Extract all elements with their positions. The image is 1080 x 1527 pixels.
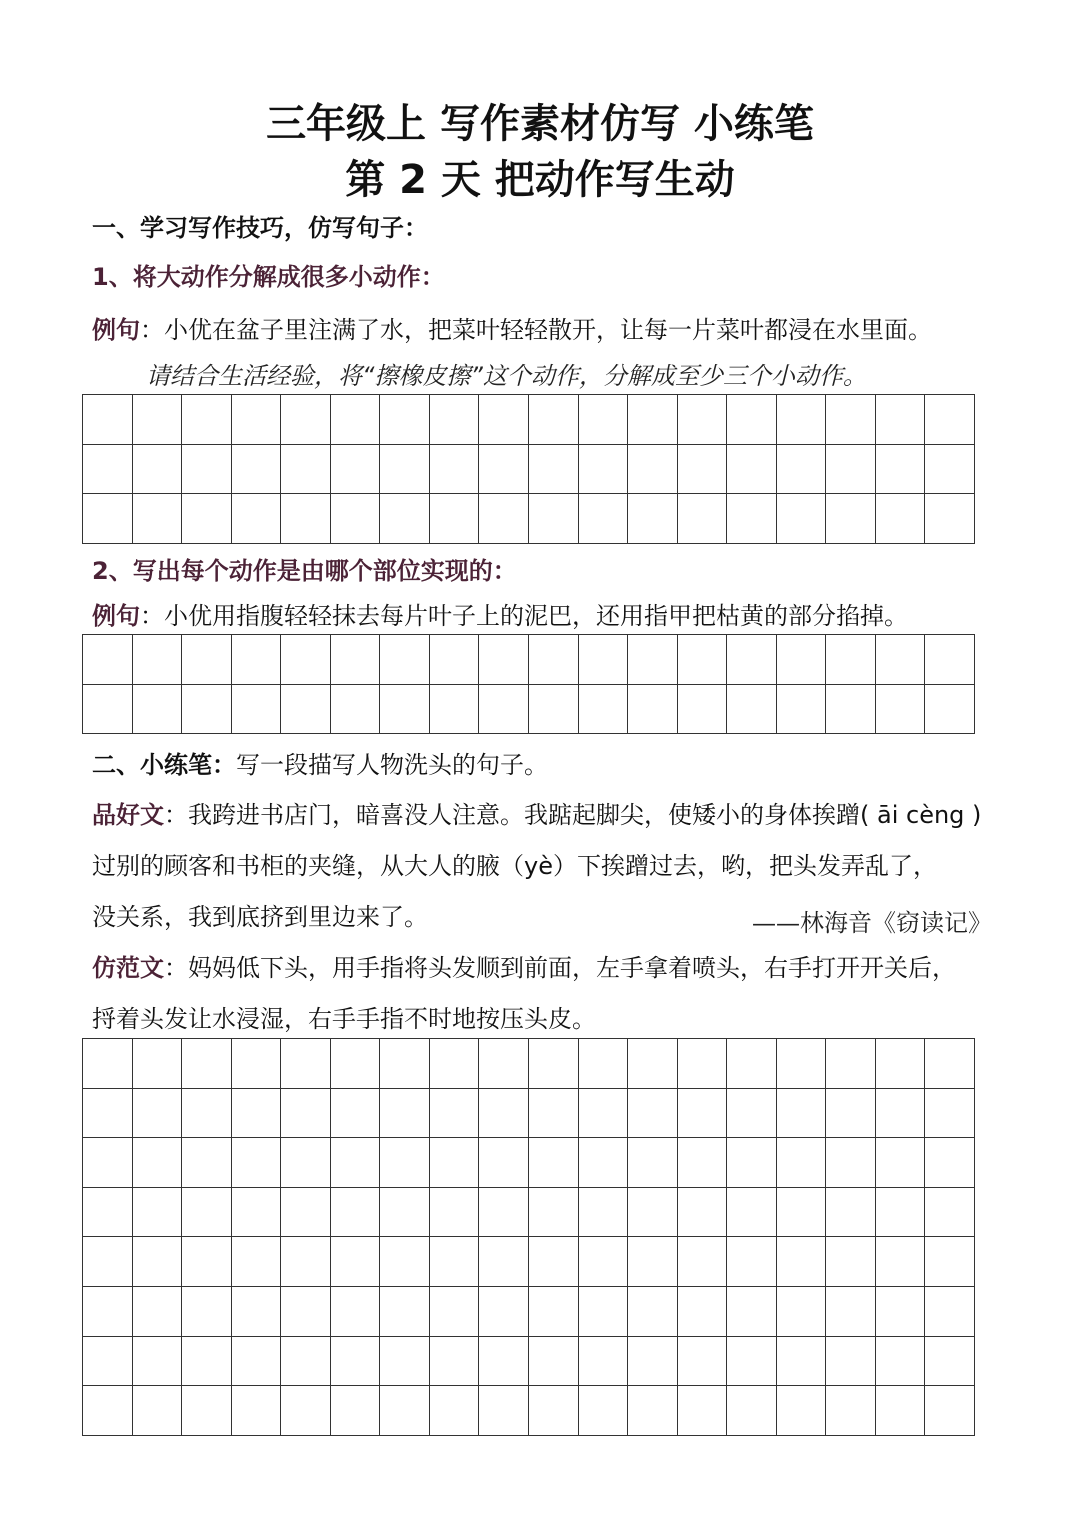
good-text-content: ：我跨进书店门，暗喜没人注意。我踮起脚尖，使矮小的身体挨蹭( āi cèng ) <box>164 801 982 829</box>
grid-cell[interactable] <box>331 1237 381 1287</box>
grid-cell[interactable] <box>876 445 926 495</box>
good-text-line2: 过别的顾客和书柜的夹缝，从大人的腋（yè）下挨蹭过去，哟，把头发弄乱了， <box>92 852 937 880</box>
grid-cell[interactable] <box>232 1138 282 1188</box>
grid-cell[interactable] <box>430 1138 480 1188</box>
grid-cell[interactable] <box>678 635 728 685</box>
grid-cell[interactable] <box>925 1287 975 1337</box>
grid-cell[interactable] <box>479 685 529 735</box>
grid-cell[interactable] <box>83 1386 133 1436</box>
grid-cell[interactable] <box>925 445 975 495</box>
grid-cell[interactable] <box>628 1138 678 1188</box>
grid-cell[interactable] <box>182 635 232 685</box>
grid-cell[interactable] <box>83 1188 133 1238</box>
grid-cell[interactable] <box>826 1039 876 1089</box>
grid-cell[interactable] <box>380 395 430 445</box>
grid-cell[interactable] <box>925 494 975 544</box>
grid-cell[interactable] <box>331 1138 381 1188</box>
grid-cell[interactable] <box>380 685 430 735</box>
page-subtitle: 第 2 天 把动作写生动 <box>345 157 735 203</box>
grid-cell[interactable] <box>579 1039 629 1089</box>
page-title: 三年级上 写作素材仿写 小练笔 <box>266 101 814 147</box>
grid-cell[interactable] <box>876 1138 926 1188</box>
grid-cell[interactable] <box>727 1386 777 1436</box>
grid-cell[interactable] <box>826 1138 876 1188</box>
grid-cell[interactable] <box>430 395 480 445</box>
grid-cell[interactable] <box>83 494 133 544</box>
grid-cell[interactable] <box>83 445 133 495</box>
grid-cell[interactable] <box>777 1287 827 1337</box>
grid-cell[interactable] <box>232 1337 282 1387</box>
grid-cell[interactable] <box>529 685 579 735</box>
grid-cell[interactable] <box>331 494 381 544</box>
grid-cell[interactable] <box>83 1237 133 1287</box>
grid-cell[interactable] <box>133 1287 183 1337</box>
grid-cell[interactable] <box>380 1386 430 1436</box>
grid-cell[interactable] <box>826 1386 876 1436</box>
grid-cell[interactable] <box>133 1337 183 1387</box>
grid-cell[interactable] <box>281 1089 331 1139</box>
grid-cell[interactable] <box>628 1337 678 1387</box>
grid-cell[interactable] <box>678 395 728 445</box>
grid-cell[interactable] <box>331 1337 381 1387</box>
grid-cell[interactable] <box>479 1287 529 1337</box>
grid-cell[interactable] <box>826 1089 876 1139</box>
grid-cell[interactable] <box>579 1337 629 1387</box>
grid-cell[interactable] <box>430 1287 480 1337</box>
grid-cell[interactable] <box>678 1039 728 1089</box>
grid-cell[interactable] <box>925 685 975 735</box>
model-text-label: 仿范文 <box>92 954 164 982</box>
grid-cell[interactable] <box>925 1237 975 1287</box>
grid-cell[interactable] <box>281 635 331 685</box>
grid-cell[interactable] <box>628 1089 678 1139</box>
grid-cell[interactable] <box>232 1287 282 1337</box>
grid-cell[interactable] <box>83 1138 133 1188</box>
grid-cell[interactable] <box>232 1386 282 1436</box>
grid-cell[interactable] <box>678 685 728 735</box>
grid-cell[interactable] <box>380 1089 430 1139</box>
grid-cell[interactable] <box>479 1188 529 1238</box>
sub1-heading: 1、将大动作分解成很多小动作： <box>92 263 445 291</box>
grid-cell[interactable] <box>182 445 232 495</box>
grid-cell[interactable] <box>678 1089 728 1139</box>
grid-cell[interactable] <box>133 445 183 495</box>
grid-cell[interactable] <box>281 445 331 495</box>
grid-cell[interactable] <box>83 1337 133 1387</box>
grid-cell[interactable] <box>876 1237 926 1287</box>
grid-cell[interactable] <box>479 1138 529 1188</box>
grid-cell[interactable] <box>678 1188 728 1238</box>
model-text-line1 <box>92 956 956 980</box>
grid-cell[interactable] <box>133 1089 183 1139</box>
grid-cell[interactable] <box>727 395 777 445</box>
grid-cell[interactable] <box>876 1188 926 1238</box>
grid-cell[interactable] <box>133 1188 183 1238</box>
example-label: 例句 <box>92 602 140 630</box>
grid-cell[interactable] <box>579 1287 629 1337</box>
grid-cell[interactable] <box>727 1188 777 1238</box>
grid-cell[interactable] <box>628 1386 678 1436</box>
section2-heading <box>92 753 548 777</box>
grid-cell[interactable] <box>678 1237 728 1287</box>
grid-cell[interactable] <box>777 445 827 495</box>
grid-cell[interactable] <box>529 1138 579 1188</box>
grid-cell[interactable] <box>826 1287 876 1337</box>
grid-cell[interactable] <box>579 395 629 445</box>
grid-cell[interactable] <box>529 1337 579 1387</box>
grid-cell[interactable] <box>529 1188 579 1238</box>
grid-cell[interactable] <box>331 445 381 495</box>
grid-cell[interactable] <box>331 395 381 445</box>
grid-cell[interactable] <box>133 685 183 735</box>
sub2-example <box>92 604 908 628</box>
grid-cell[interactable] <box>876 1337 926 1387</box>
grid-cell[interactable] <box>331 1287 381 1337</box>
grid-cell[interactable] <box>777 1386 827 1436</box>
grid-cell[interactable] <box>281 685 331 735</box>
grid-cell[interactable] <box>281 1237 331 1287</box>
section2-title: 二、小练笔： <box>92 751 236 779</box>
grid-cell[interactable] <box>430 635 480 685</box>
grid-cell[interactable] <box>430 1386 480 1436</box>
grid-cell[interactable] <box>430 1039 480 1089</box>
grid-cell[interactable] <box>876 395 926 445</box>
grid-cell[interactable] <box>628 685 678 735</box>
grid-cell[interactable] <box>430 494 480 544</box>
grid-cell[interactable] <box>727 685 777 735</box>
grid-cell[interactable] <box>876 1287 926 1337</box>
grid-cell[interactable] <box>826 445 876 495</box>
grid-cell[interactable] <box>727 1138 777 1188</box>
grid-cell[interactable] <box>826 635 876 685</box>
grid-cell[interactable] <box>232 445 282 495</box>
grid-cell[interactable] <box>182 1386 232 1436</box>
grid-cell[interactable] <box>777 1237 827 1287</box>
grid-cell[interactable] <box>182 1337 232 1387</box>
grid-cell[interactable] <box>529 395 579 445</box>
grid-cell[interactable] <box>777 1337 827 1387</box>
grid-cell[interactable] <box>529 494 579 544</box>
grid-cell[interactable] <box>579 635 629 685</box>
grid-cell[interactable] <box>479 635 529 685</box>
model-text-content: ：妈妈低下头，用手指将头发顺到前面，左手拿着喷头，右手打开开关后， <box>164 954 956 982</box>
grid-cell[interactable] <box>727 1337 777 1387</box>
grid-cell[interactable] <box>925 635 975 685</box>
grid-cell[interactable] <box>777 1089 827 1139</box>
grid-cell[interactable] <box>579 1138 629 1188</box>
grid-cell[interactable] <box>876 1039 926 1089</box>
grid-cell[interactable] <box>678 1138 728 1188</box>
model-text-line2: 捋着头发让水浸湿，右手手指不时地按压头皮。 <box>92 1005 596 1033</box>
grid-cell[interactable] <box>380 635 430 685</box>
grid-cell[interactable] <box>777 1188 827 1238</box>
grid-cell[interactable] <box>727 1039 777 1089</box>
example-label: 例句 <box>92 316 140 344</box>
grid-cell[interactable] <box>777 1138 827 1188</box>
grid-cell[interactable] <box>430 1188 480 1238</box>
grid-cell[interactable] <box>281 1386 331 1436</box>
grid-cell[interactable] <box>628 445 678 495</box>
sub1-example <box>92 318 932 342</box>
grid-cell[interactable] <box>579 445 629 495</box>
writing-grid-3[interactable] <box>82 1038 975 1436</box>
grid-cell[interactable] <box>133 1386 183 1436</box>
grid-cell[interactable] <box>232 1188 282 1238</box>
grid-cell[interactable] <box>281 1287 331 1337</box>
grid-cell[interactable] <box>826 1237 876 1287</box>
grid-cell[interactable] <box>430 685 480 735</box>
grid-cell[interactable] <box>826 1337 876 1387</box>
grid-cell[interactable] <box>232 395 282 445</box>
grid-cell[interactable] <box>232 635 282 685</box>
grid-cell[interactable] <box>925 1138 975 1188</box>
grid-cell[interactable] <box>331 1089 381 1139</box>
grid-cell[interactable] <box>380 494 430 544</box>
grid-cell[interactable] <box>83 685 133 735</box>
sub2-heading: 2、写出每个动作是由哪个部位实现的： <box>92 557 517 585</box>
grid-cell[interactable] <box>628 1287 678 1337</box>
grid-cell[interactable] <box>281 1188 331 1238</box>
grid-cell[interactable] <box>83 1039 133 1089</box>
grid-cell[interactable] <box>430 1237 480 1287</box>
good-text-source: ——林海音《窃读记》 <box>752 909 992 937</box>
grid-cell[interactable] <box>232 685 282 735</box>
grid-cell[interactable] <box>133 635 183 685</box>
grid-cell[interactable] <box>727 1089 777 1139</box>
grid-cell[interactable] <box>529 1039 579 1089</box>
grid-cell[interactable] <box>529 445 579 495</box>
grid-cell[interactable] <box>925 1039 975 1089</box>
grid-cell[interactable] <box>876 635 926 685</box>
grid-cell[interactable] <box>83 395 133 445</box>
grid-cell[interactable] <box>579 1237 629 1287</box>
grid-cell[interactable] <box>727 1237 777 1287</box>
grid-cell[interactable] <box>925 395 975 445</box>
grid-cell[interactable] <box>925 1089 975 1139</box>
grid-cell[interactable] <box>479 1089 529 1139</box>
grid-cell[interactable] <box>678 494 728 544</box>
grid-cell[interactable] <box>133 1039 183 1089</box>
grid-cell[interactable] <box>380 445 430 495</box>
grid-cell[interactable] <box>380 1237 430 1287</box>
sub1-prompt: 请结合生活经验，将“擦橡皮擦”这个动作，分解成至少三个小动作。 <box>146 362 867 390</box>
grid-cell[interactable] <box>430 445 480 495</box>
grid-cell[interactable] <box>182 1237 232 1287</box>
grid-cell[interactable] <box>579 494 629 544</box>
grid-cell[interactable] <box>529 1089 579 1139</box>
grid-cell[interactable] <box>133 1138 183 1188</box>
grid-cell[interactable] <box>925 1386 975 1436</box>
grid-cell[interactable] <box>380 1138 430 1188</box>
good-text-line3: 没关系，我到底挤到里边来了。 <box>92 903 428 931</box>
example-text: ：小优用指腹轻轻抹去每片叶子上的泥巴，还用指甲把枯黄的部分掐掉。 <box>140 602 908 630</box>
good-text-label: 品好文 <box>92 801 164 829</box>
grid-cell[interactable] <box>628 1039 678 1089</box>
grid-cell[interactable] <box>579 1386 629 1436</box>
grid-cell[interactable] <box>777 685 827 735</box>
grid-cell[interactable] <box>281 1337 331 1387</box>
grid-cell[interactable] <box>876 1089 926 1139</box>
grid-cell[interactable] <box>380 1337 430 1387</box>
grid-cell[interactable] <box>678 1287 728 1337</box>
grid-cell[interactable] <box>182 494 232 544</box>
grid-cell[interactable] <box>529 1237 579 1287</box>
grid-cell[interactable] <box>430 1337 480 1387</box>
grid-cell[interactable] <box>479 1386 529 1436</box>
grid-cell[interactable] <box>727 445 777 495</box>
grid-cell[interactable] <box>232 1089 282 1139</box>
grid-cell[interactable] <box>380 1039 430 1089</box>
grid-cell[interactable] <box>232 1039 282 1089</box>
grid-cell[interactable] <box>876 1386 926 1436</box>
grid-cell[interactable] <box>479 494 529 544</box>
grid-cell[interactable] <box>579 685 629 735</box>
grid-cell[interactable] <box>925 1188 975 1238</box>
grid-cell[interactable] <box>826 1188 876 1238</box>
grid-cell[interactable] <box>182 685 232 735</box>
grid-cell[interactable] <box>826 395 876 445</box>
grid-cell[interactable] <box>826 494 876 544</box>
grid-cell[interactable] <box>529 635 579 685</box>
grid-cell[interactable] <box>182 1287 232 1337</box>
grid-cell[interactable] <box>777 494 827 544</box>
grid-cell[interactable] <box>83 1089 133 1139</box>
grid-cell[interactable] <box>182 1138 232 1188</box>
grid-cell[interactable] <box>479 395 529 445</box>
writing-grid-2[interactable] <box>82 634 975 734</box>
grid-cell[interactable] <box>331 1039 381 1089</box>
grid-cell[interactable] <box>331 1188 381 1238</box>
grid-cell[interactable] <box>777 635 827 685</box>
grid-cell[interactable] <box>281 1039 331 1089</box>
grid-cell[interactable] <box>380 1287 430 1337</box>
grid-cell[interactable] <box>529 1386 579 1436</box>
grid-cell[interactable] <box>727 635 777 685</box>
section1-heading: 一、学习写作技巧，仿写句子： <box>92 214 428 242</box>
grid-cell[interactable] <box>182 1188 232 1238</box>
grid-cell[interactable] <box>479 1337 529 1387</box>
grid-cell[interactable] <box>83 635 133 685</box>
grid-cell[interactable] <box>182 1089 232 1139</box>
writing-grid-1[interactable] <box>82 394 975 544</box>
grid-cell[interactable] <box>430 1089 480 1139</box>
grid-cell[interactable] <box>281 395 331 445</box>
grid-cell[interactable] <box>331 685 381 735</box>
grid-cell[interactable] <box>876 494 926 544</box>
example-text: ：小优在盆子里注满了水，把菜叶轻轻散开，让每一片菜叶都浸在水里面。 <box>140 316 932 344</box>
grid-cell[interactable] <box>925 1337 975 1387</box>
grid-cell[interactable] <box>678 1386 728 1436</box>
grid-cell[interactable] <box>579 1188 629 1238</box>
grid-cell[interactable] <box>628 494 678 544</box>
grid-cell[interactable] <box>579 1089 629 1139</box>
grid-cell[interactable] <box>479 1237 529 1287</box>
grid-cell[interactable] <box>628 395 678 445</box>
grid-cell[interactable] <box>182 395 232 445</box>
grid-cell[interactable] <box>479 445 529 495</box>
grid-cell[interactable] <box>281 494 331 544</box>
section2-task: 写一段描写人物洗头的句子。 <box>236 751 548 779</box>
grid-cell[interactable] <box>777 395 827 445</box>
good-text-line1 <box>92 803 981 827</box>
grid-cell[interactable] <box>529 1287 579 1337</box>
grid-cell[interactable] <box>281 1138 331 1188</box>
grid-cell[interactable] <box>83 1287 133 1337</box>
grid-cell[interactable] <box>182 1039 232 1089</box>
grid-cell[interactable] <box>727 494 777 544</box>
grid-cell[interactable] <box>133 494 183 544</box>
grid-cell[interactable] <box>380 1188 430 1238</box>
grid-cell[interactable] <box>331 1386 381 1436</box>
grid-cell[interactable] <box>678 1337 728 1387</box>
grid-cell[interactable] <box>678 445 728 495</box>
grid-cell[interactable] <box>133 1237 183 1287</box>
grid-cell[interactable] <box>133 395 183 445</box>
grid-cell[interactable] <box>727 1287 777 1337</box>
grid-cell[interactable] <box>479 1039 529 1089</box>
grid-cell[interactable] <box>826 685 876 735</box>
grid-cell[interactable] <box>628 635 678 685</box>
grid-cell[interactable] <box>232 494 282 544</box>
grid-cell[interactable] <box>331 635 381 685</box>
grid-cell[interactable] <box>777 1039 827 1089</box>
grid-cell[interactable] <box>232 1237 282 1287</box>
grid-cell[interactable] <box>628 1188 678 1238</box>
grid-cell[interactable] <box>628 1237 678 1287</box>
grid-cell[interactable] <box>876 685 926 735</box>
